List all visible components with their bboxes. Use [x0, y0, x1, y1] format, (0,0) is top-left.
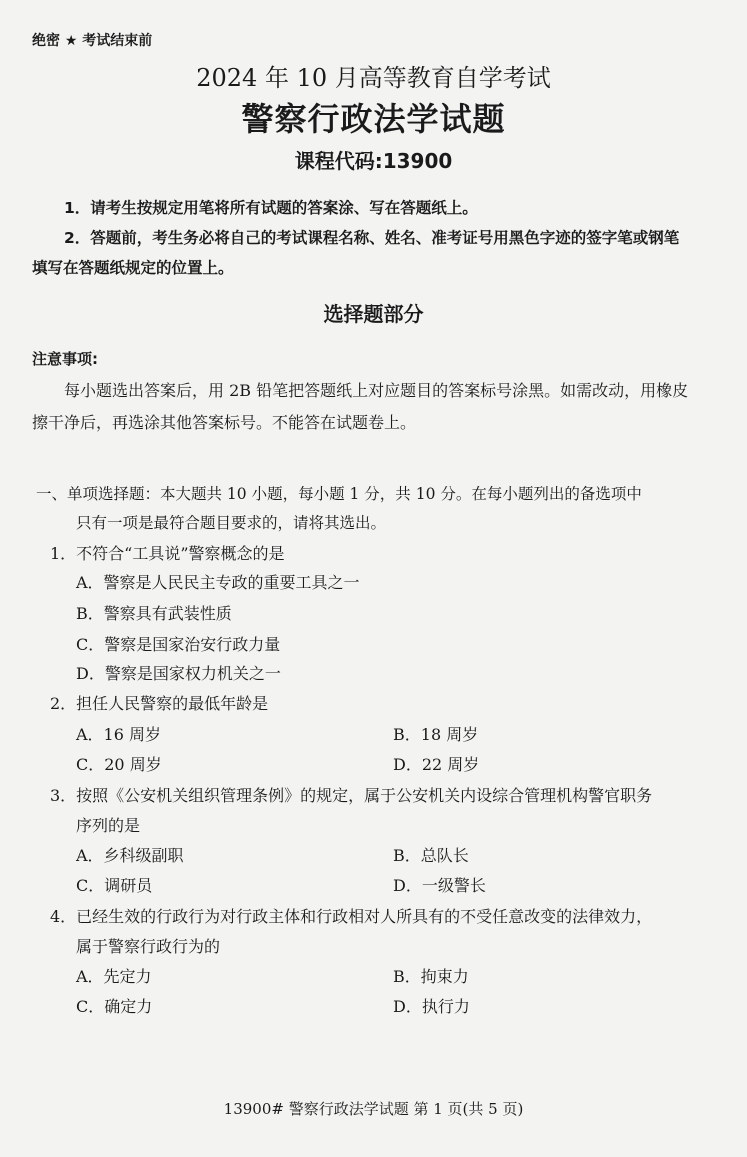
instruction-1: 1．请考生按规定用笔将所有试题的答案涂、写在答题纸上。 — [64, 199, 478, 217]
q2-option-c: C．20 周岁 — [76, 755, 162, 774]
course-code: 课程代码:13900 — [294, 149, 453, 173]
q4-option-c: C．确定力 — [76, 997, 153, 1016]
confidential-seal: 绝密 ★ 考试结束前 — [32, 33, 153, 49]
q3-option-d: D．一级警长 — [393, 876, 486, 895]
question-2: 2．担任人民警察的最低年龄是 — [50, 694, 269, 713]
q2-option-a: A．16 周岁 — [76, 725, 162, 744]
q4-option-a: A．先定力 — [76, 967, 152, 986]
q4-option-b: B．拘束力 — [393, 967, 469, 986]
section-title: 选择题部分 — [323, 302, 424, 326]
instruction-2: 2．答题前，考生务必将自己的考试课程名称、姓名、准考证号用黑色字迹的签字笔或钢笔 — [64, 229, 680, 247]
q3-option-c: C．调研员 — [76, 876, 153, 895]
question-1: 1．不符合“工具说”警察概念的是 — [50, 544, 285, 563]
part-one-heading: 一、单项选择题：本大题共 10 小题，每小题 1 分，共 10 分。在每小题列出的备选项中 — [36, 485, 642, 503]
q1-option-a: A．警察是人民民主专政的重要工具之一 — [76, 573, 360, 592]
q3-option-b: B．总队长 — [393, 846, 469, 865]
question-4: 4．已经生效的行政行为对行政主体和行政相对人所具有的不受任意改变的法律效力， — [50, 907, 653, 926]
subject-title: 警察行政法学试题 — [241, 100, 506, 138]
q2-option-b: B．18 周岁 — [393, 725, 479, 744]
q1-option-d: D．警察是国家权力机关之一 — [76, 664, 281, 683]
notice-line-2: 擦干净后，再选涂其他答案标号。不能答在试题卷上。 — [32, 413, 417, 432]
q1-option-c: C．警察是国家治安行政力量 — [76, 635, 281, 654]
page-footer: 13900# 警察行政法学试题 第 1 页(共 5 页) — [223, 1100, 524, 1118]
notice-heading: 注意事项: — [32, 350, 98, 368]
q3-option-a: A．乡科级副职 — [76, 846, 184, 865]
notice-line-1: 每小题选出答案后，用 2B 铅笔把答题纸上对应题目的答案标号涂黑。如需改动，用橡皮 — [64, 381, 689, 400]
q4-option-d: D．执行力 — [393, 997, 470, 1016]
question-4-cont: 属于警察行政行为的 — [76, 937, 221, 956]
q2-option-d: D．22 周岁 — [393, 755, 480, 774]
instruction-2-cont: 填写在答题纸规定的位置上。 — [32, 259, 234, 277]
question-3-cont: 序列的是 — [76, 816, 141, 835]
exam-title: 2024 年 10 月高等教育自学考试 — [196, 64, 551, 92]
part-one-heading-cont: 只有一项是最符合题目要求的，请将其选出。 — [76, 514, 387, 532]
question-3: 3．按照《公安机关组织管理条例》的规定，属于公安机关内设综合管理机构警官职务 — [50, 786, 653, 805]
q1-option-b: B．警察具有武装性质 — [76, 604, 232, 623]
